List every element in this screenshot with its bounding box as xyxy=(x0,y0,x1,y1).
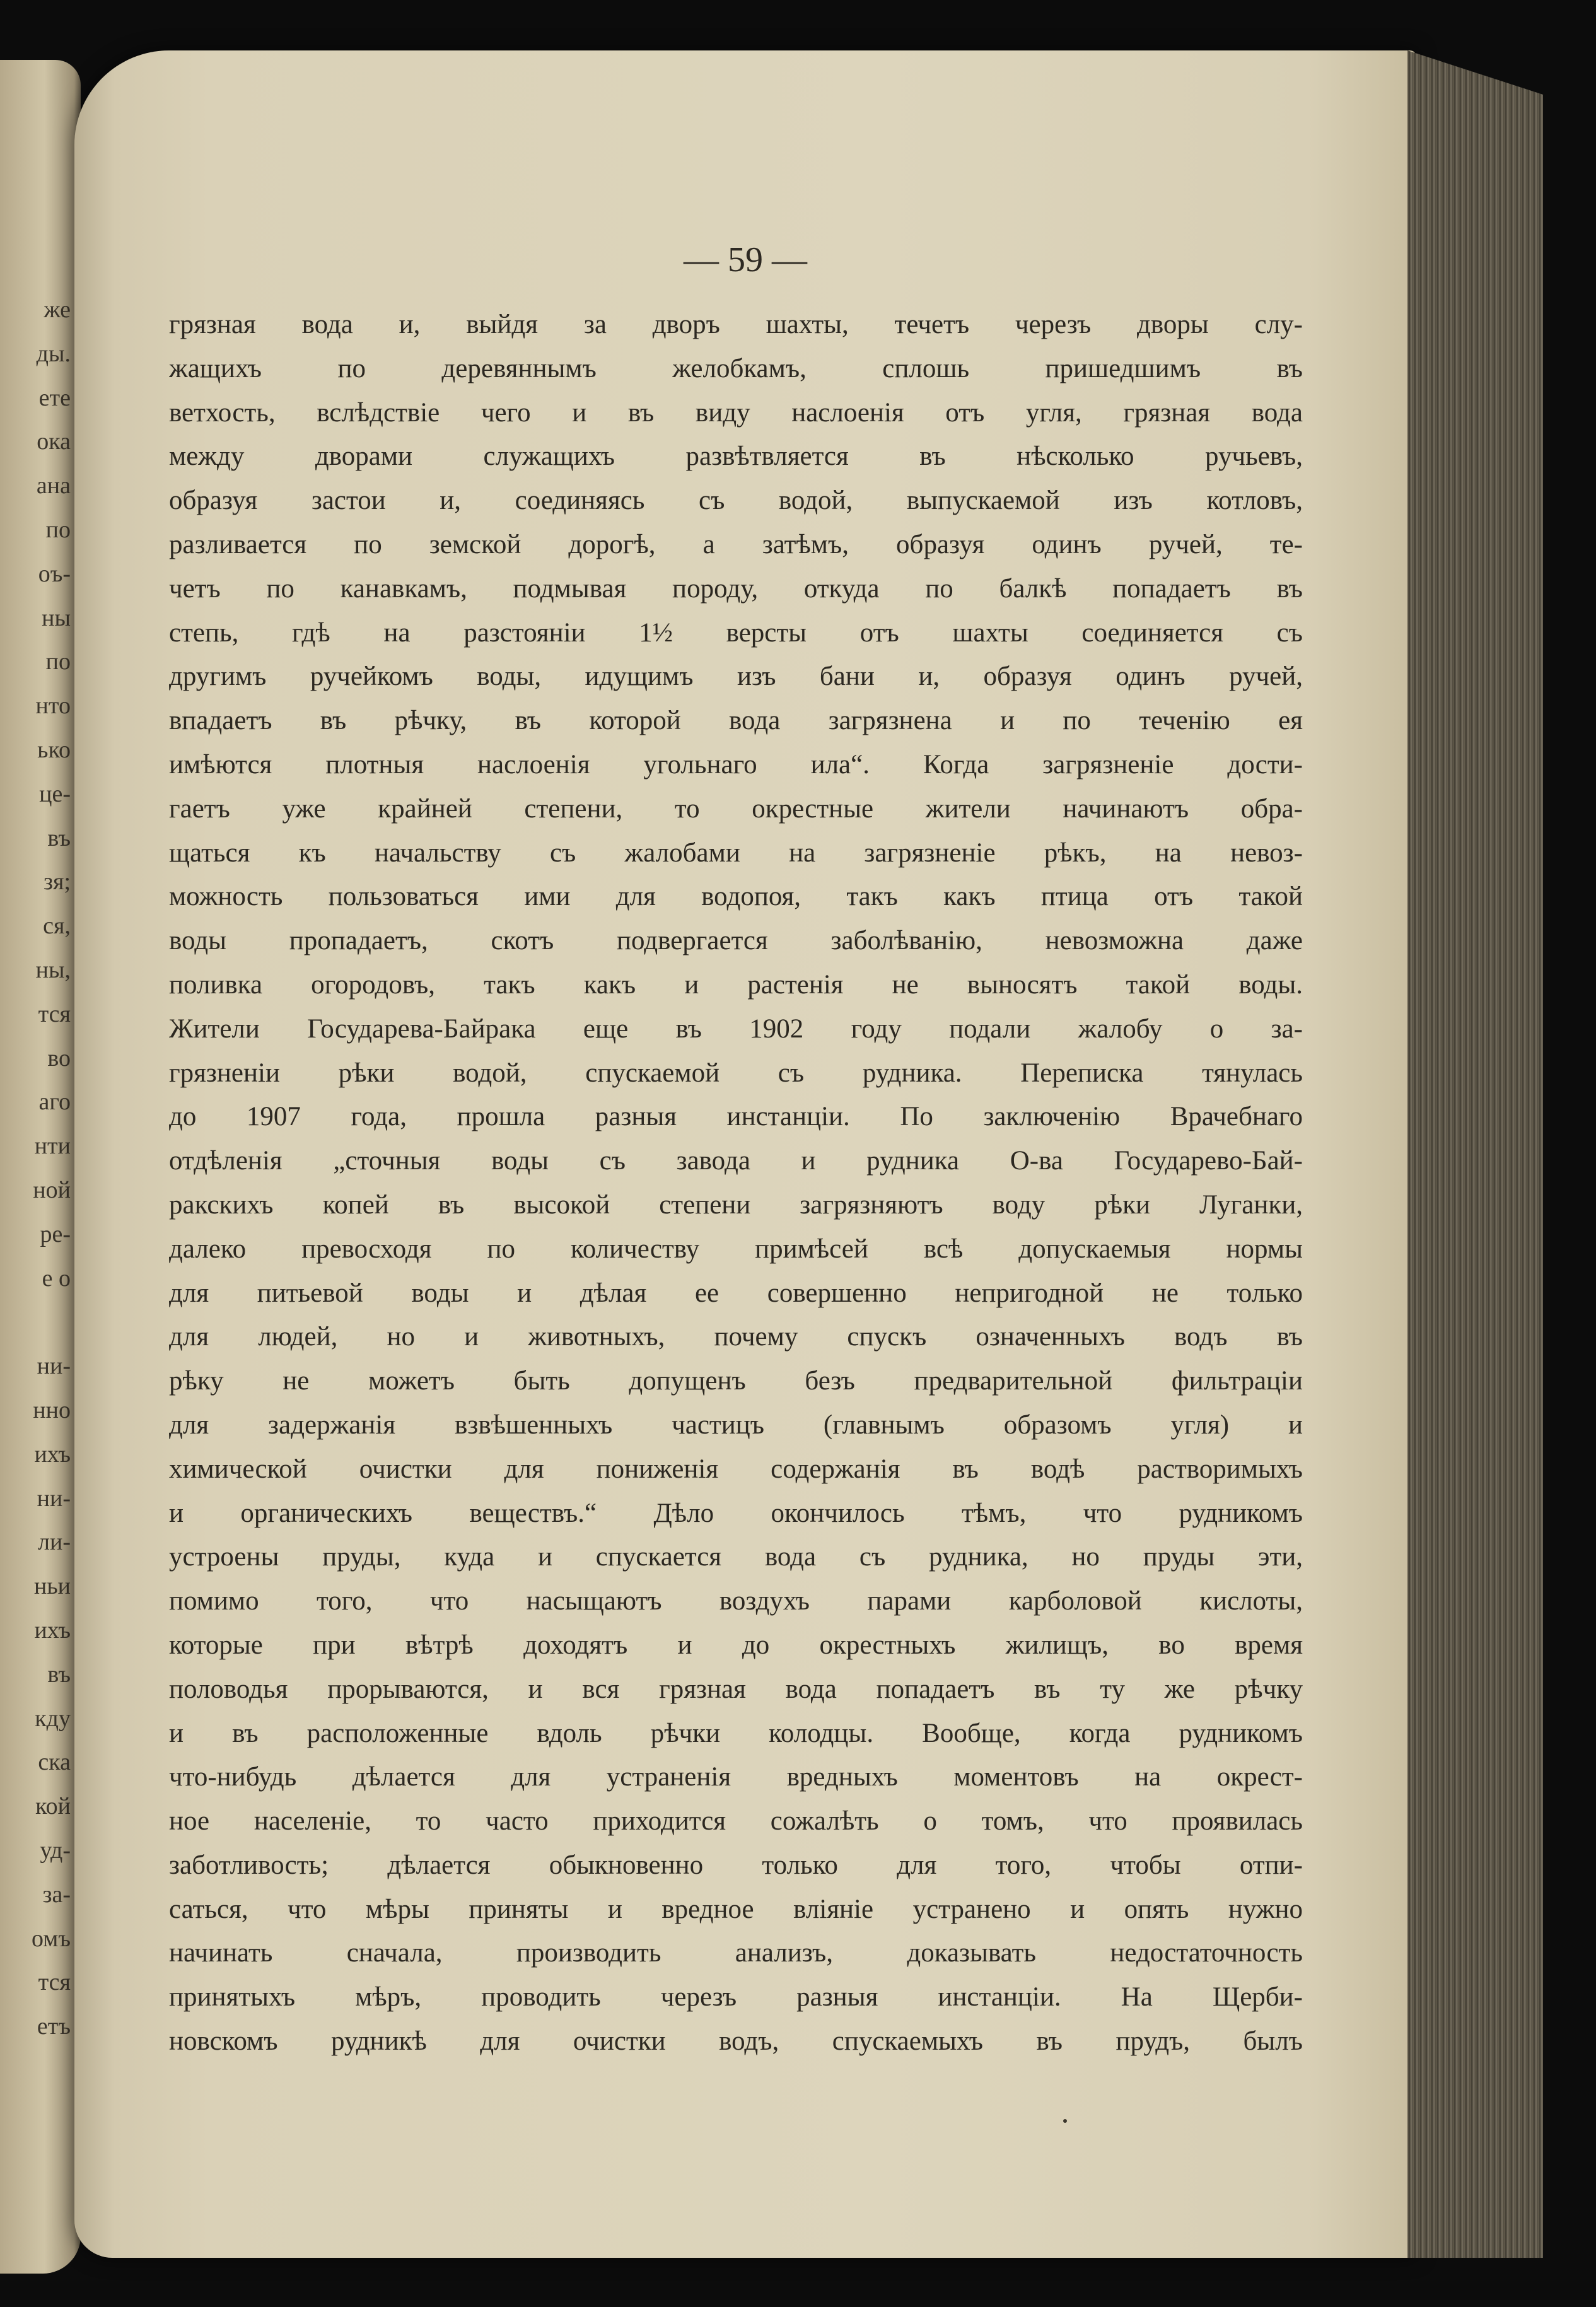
text-line: и въ расположенные вдоль рѣчки колодцы. Вообще, когда рудникомъ xyxy=(169,1718,1303,1748)
text-line: ветхость, вслѣдствіе чего и въ виду наслоенія отъ угля, грязная вода xyxy=(169,397,1303,428)
ink-speck xyxy=(1063,2119,1067,2123)
text-line: гаетъ уже крайней степени, то окрестные жители начинаютъ обра- xyxy=(169,793,1303,824)
text-line: имѣются плотныя наслоенія угольнаго ила“. Когда загрязненіе дости- xyxy=(169,749,1303,780)
facing-page-fragment: ны, xyxy=(35,957,71,983)
facing-page-fragment: ни- xyxy=(37,1353,71,1380)
text-line: разливается по земской дорогѣ, а затѣмъ, образуя одинъ ручей, те- xyxy=(169,529,1303,559)
text-line: поливка огородовъ, такъ какъ и растенія не выносятъ такой воды. xyxy=(169,969,1303,1000)
facing-page-fragment: ной xyxy=(33,1177,71,1203)
facing-page-fragment xyxy=(0,1299,76,1345)
text-line: для людей, но и животныхъ, почему спускъ означенныхъ водъ въ xyxy=(169,1322,1303,1352)
facing-page-fragment: за- xyxy=(42,1881,71,1908)
text-line: что-нибудь дѣлается для устраненія вредныхъ моментовъ на окрест- xyxy=(169,1762,1303,1792)
text-line: впадаетъ въ рѣчку, въ которой вода загрязнена и по теченію ея xyxy=(169,706,1303,736)
text-line: щаться къ начальству съ жалобами на загрязненіе рѣкъ, на невоз- xyxy=(169,838,1303,868)
facing-page-fragment: же xyxy=(44,296,71,323)
page-text-body xyxy=(169,303,1303,2064)
facing-page-fragment: ете xyxy=(38,384,71,411)
facing-page-fragment: нто xyxy=(35,692,71,720)
text-line: заботливость; дѣлается обыкновенно только для того, чтобы отпи- xyxy=(169,1850,1303,1880)
text-line: степь, гдѣ на разстояніи 1½ версты отъ шахты соединяется съ xyxy=(169,617,1303,648)
text-line: Жители Государева-Байрака еще въ 1902 году подали жалобу о за- xyxy=(169,1013,1303,1044)
facing-page-edge xyxy=(0,60,81,2274)
text-line: половодья прорываются, и вся грязная вода попадаетъ въ ту же рѣчку xyxy=(169,1674,1303,1704)
text-line: грязная вода и, выйдя за дворъ шахты, течетъ черезъ дворы слу- xyxy=(169,310,1303,339)
facing-page-fragment: це- xyxy=(39,780,71,807)
facing-page-fragment: въ xyxy=(47,1661,71,1688)
facing-page-fragment: тся xyxy=(38,1000,71,1027)
text-line: саться, что мѣры приняты и вредное вліяніе устранено и опять нужно xyxy=(169,1894,1303,1924)
text-line: образуя застои и, соединяясь съ водой, выпускаемой изъ котловъ, xyxy=(169,486,1303,516)
text-line: ракскихъ копей въ высокой степени загрязняютъ воду рѣки Луганки, xyxy=(169,1189,1303,1220)
facing-page-fragment: ды. xyxy=(36,340,71,367)
facing-page-fragment: етъ xyxy=(37,2013,71,2040)
facing-page-fragment: уд- xyxy=(40,1837,71,1864)
facing-page-fragment: е о xyxy=(42,1264,71,1292)
facing-page-fragment: тся xyxy=(38,1969,71,1996)
facing-page-fragment: ли- xyxy=(38,1529,71,1556)
facing-page-fragment: кду xyxy=(35,1705,71,1732)
facing-page-fragment: омъ xyxy=(32,1925,71,1952)
text-line: которые при вѣтрѣ доходятъ и до окрестныхъ жилищъ, во время xyxy=(169,1630,1303,1660)
text-line: можность пользоваться ими для водопоя, такъ какъ птица отъ такой xyxy=(169,882,1303,912)
facing-page-fragment: зя; xyxy=(43,868,71,896)
page-number: — 59 — xyxy=(684,240,807,279)
facing-page-fragment: ны xyxy=(42,604,71,631)
facing-page-fragment: по xyxy=(45,517,71,543)
text-line: устроены пруды, куда и спускается вода съ рудника, но пруды эти, xyxy=(169,1542,1303,1572)
facing-page-fragment: оъ- xyxy=(38,560,71,587)
facing-page-fragment: по xyxy=(45,648,71,675)
facing-page-fragment: во xyxy=(47,1044,71,1072)
text-line: и органическихъ веществъ.“ Дѣло окончилось тѣмъ, что рудникомъ xyxy=(169,1498,1303,1528)
facing-page-fragment: кой xyxy=(35,1793,71,1820)
facing-page-fragment: ска xyxy=(38,1749,71,1776)
facing-page-fragment: ько xyxy=(37,737,71,763)
text-line: отдѣленія „сточныя воды съ завода и рудника О-ва Государево-Бай- xyxy=(169,1146,1303,1176)
text-line: жащихъ по деревяннымъ желобкамъ, сплошь пришедшимъ въ xyxy=(169,353,1303,383)
facing-page-fragment: ихъ xyxy=(34,1440,71,1468)
text-line: новскомъ рудникѣ для очистки водъ, спускаемыхъ въ прудъ, былъ xyxy=(169,2026,1303,2057)
facing-page-fragment: ихъ xyxy=(34,1617,71,1644)
text-line: начинать сначала, производить анализъ, доказывать недостаточность xyxy=(169,1938,1303,1968)
book-fore-edge xyxy=(1407,50,1543,2258)
text-line: другимъ ручейкомъ воды, идущимъ изъ бани и, образуя одинъ ручей, xyxy=(169,662,1303,692)
facing-page-fragment: ока xyxy=(37,428,71,455)
text-line: для задержанія взвѣшенныхъ частицъ (главнымъ образомъ угля) и xyxy=(169,1410,1303,1440)
text-line: четъ по канавкамъ, подмывая породу, откуда по балкѣ попадаетъ въ xyxy=(169,573,1303,604)
text-line: ное населеніе, то часто приходится сожалѣть о томъ, что проявилась xyxy=(169,1806,1303,1837)
facing-page-fragment: нти xyxy=(34,1133,71,1160)
text-line: для питьевой воды и дѣлая ее совершенно непригодной не только xyxy=(169,1278,1303,1308)
text-line: химической очистки для пониженія содержанія въ водѣ растворимыхъ xyxy=(169,1454,1303,1484)
text-line: рѣку не можетъ быть допущенъ безъ предварительной фильтраціи xyxy=(169,1366,1303,1396)
text-line: грязненіи рѣки водой, спускаемой съ рудника. Переписка тянулась xyxy=(169,1058,1303,1088)
facing-page-fragment: нно xyxy=(33,1397,71,1423)
text-line: до 1907 года, прошла разныя инстанціи. По заключенію Врачебнаго xyxy=(169,1102,1303,1132)
facing-page-fragment: ни- xyxy=(37,1485,71,1512)
facing-page-fragment: ся, xyxy=(43,913,71,940)
text-line: помимо того, что насыщаютъ воздухъ парами карболовой кислоты, xyxy=(169,1586,1303,1616)
facing-page-fragment: аго xyxy=(38,1089,71,1116)
text-line: принятыхъ мѣръ, проводить черезъ разныя инстанціи. На Щерби- xyxy=(169,1982,1303,2012)
facing-page-fragment: ре- xyxy=(40,1220,71,1247)
facing-page-fragment: ана xyxy=(36,472,71,499)
facing-page-fragment: въ xyxy=(47,824,71,851)
facing-page-fragment: ньи xyxy=(33,1573,71,1600)
text-line: воды пропадаетъ, скотъ подвергается заболѣванію, невозможна даже xyxy=(169,926,1303,956)
text-line: между дворами служащихъ развѣтвляется въ нѣсколько ручьевъ, xyxy=(169,441,1303,472)
book-page xyxy=(74,50,1416,2258)
text-line: далеко превосходя по количеству примѣсей всѣ допускаемыя нормы xyxy=(169,1234,1303,1264)
